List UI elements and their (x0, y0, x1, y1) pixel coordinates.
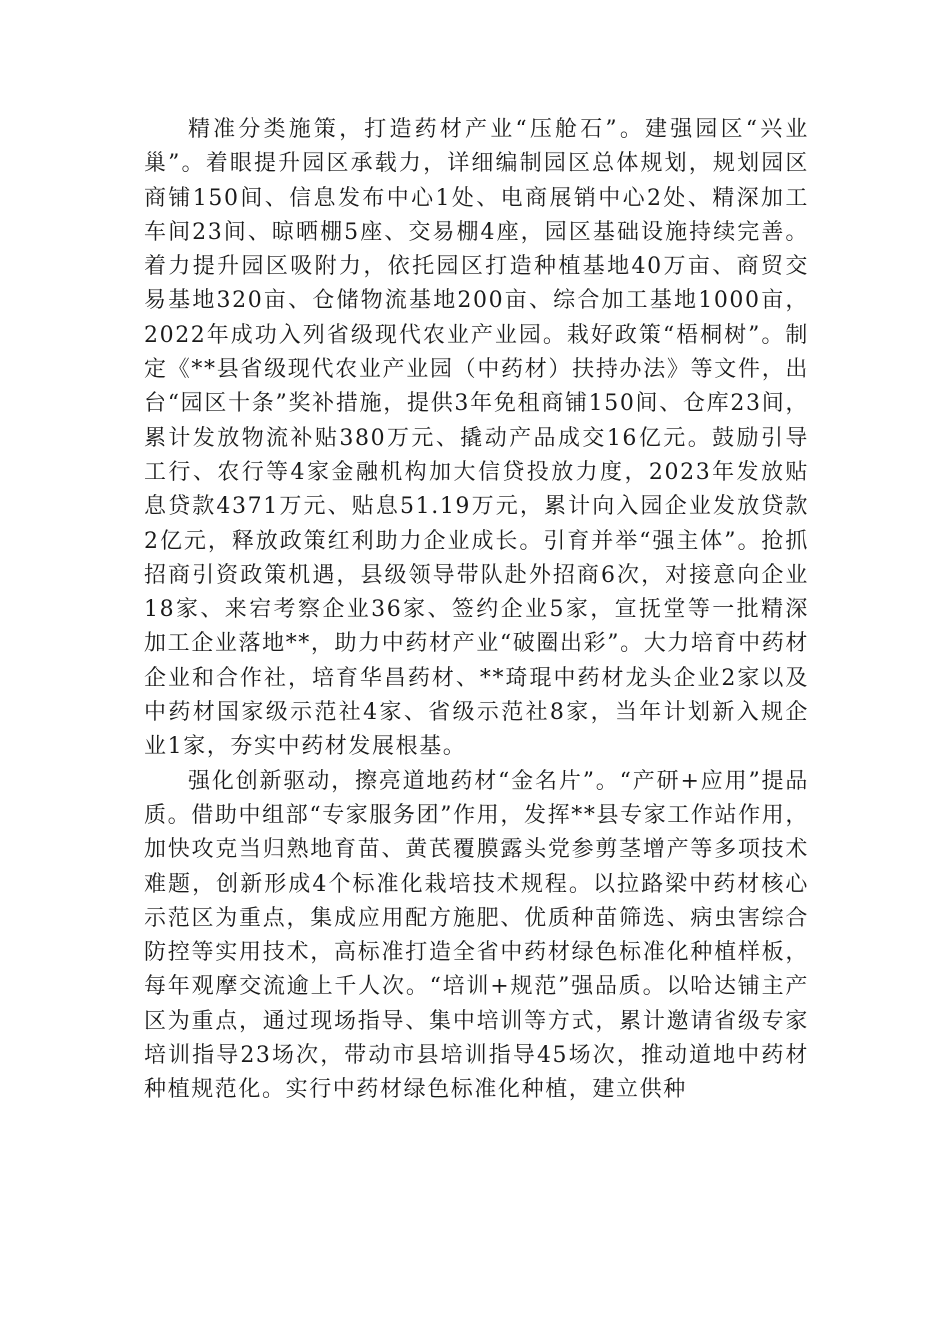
paragraph-medicinal-industry: 精准分类施策，打造药材产业“压舱石”。建强园区“兴业巢”。着眼提升园区承载力，详细编制园区总体规划，规划园区商铺150间、信息发布中心1处、电商展销中心2处、精深加工车间23间、晾晒棚5座、交易棚4座，园区基础设施持续完善。着力提升园区吸附力，依托园区打造种植基地40万亩、商贸交易基地320亩、仓储物流基地200亩、综合加工基地1000亩，2022年成功入列省级现代农业产业园。栽好政策“梧桐树”。制定《**县省级现代农业产业园（中药材）扶持办法》等文件，出台“园区十条”奖补措施，提供3年免租商铺150间、仓库23间，累计发放物流补贴380万元、撬动产品成交16亿元。鼓励引导工行、农行等4家金融机构加大信贷投放力度，2023年发放贴息贷款4371万元、贴息51.19万元，累计向入园企业发放贷款2亿元，释放政策红利助力企业成长。引育并举“强主体”。抢抓招商引资政策机遇，县级领导带队赴外招商6次，对接意向企业18家、来宕考察企业36家、签约企业5家，宣抚堂等一批精深加工企业落地**，助力中药材产业“破圈出彩”。大力培育中药材企业和合作社，培育华昌药材、**琦琨中药材龙头企业2家以及中药材国家级示范社4家、省级示范社8家，当年计划新入规企业1家，夯实中药材发展根基。 (144, 117, 809, 760)
document-page (144, 113, 809, 1108)
paragraph-innovation-drive: 强化创新驱动，擦亮道地药材“金名片”。“产研+应用”提品质。借助中组部“专家服务团”作用，发挥**县专家工作站作用，加快攻克当归熟地育苗、黄芪覆膜露头党参剪茎增产等多项技术难题，创新形成4个标准化栽培技术规程。以拉路梁中药材核心示范区为重点，集成应用配方施肥、优质种苗筛选、病虫害综合防控等实用技术，高标准打造全省中药材绿色标准化种植样板，每年观摩交流逾上千人次。“培训+规范”强品质。以哈达铺主产区为重点，通过现场指导、集中培训等方式，累计邀请省级专家培训指导23场次，带动市县培训指导45场次，推动道地中药材种植规范化。实行中药材绿色标准化种植，建立供种 (144, 768, 809, 1103)
